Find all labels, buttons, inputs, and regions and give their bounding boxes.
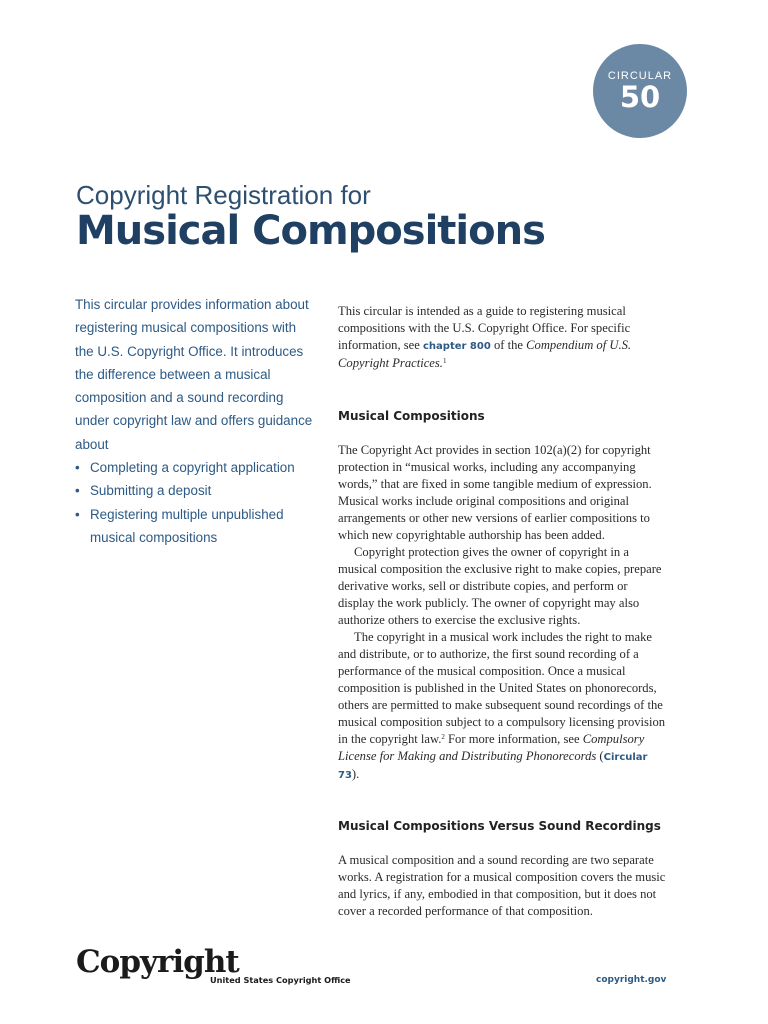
- summary-list: [75, 456, 315, 549]
- section1-paragraph-3: [338, 629, 666, 784]
- section2-paragraph-1: A musical composition and a sound recording are two separate works. A registration for a musical composition covers the music and lyrics, if any, embodied in that composition, but it does not cover a recorded performance of that composition.: [338, 853, 666, 918]
- section1-p3-text-3: (: [596, 749, 604, 763]
- website-link[interactable]: copyright.gov: [596, 975, 667, 985]
- circular-73-link[interactable]: Circular 73: [338, 752, 648, 781]
- intro-text: This circular is intended as a guide to registering musical compositions with the U.S. Copyright Office. For specific information, see: [338, 304, 631, 352]
- footnote-marker: 1: [442, 357, 447, 365]
- intro-paragraph: [338, 303, 666, 372]
- section1-p3-text-4: ).: [351, 767, 360, 781]
- summary-sidebar: [75, 293, 315, 549]
- page-title: Musical Compositions: [76, 208, 545, 254]
- section1-p3-text: The copyright in a musical work includes the right to make and distribute, or to authorize, the first sound recording of a performance of the musical composition. Once a musical composition is published in the United States on phonorecords, others are permitted to make subsequent sound recordings of the musical composition subject to a compulsory licensing provision in the copyright law.: [338, 630, 666, 746]
- section-heading-musical-compositions: Musical Compositions: [338, 409, 485, 423]
- logo-subtitle: United States Copyright Office: [210, 975, 351, 985]
- compendium-title: Compendium of U.S. Copyright Practices.: [338, 338, 632, 370]
- section-heading-versus-sound-recordings: Musical Compositions Versus Sound Recordings: [338, 819, 661, 833]
- compulsory-license-title: Compulsory License for Making and Distributing Phonorecords: [338, 732, 645, 763]
- summary-list-item: • Completing a copyright application: [75, 456, 315, 479]
- summary-list-item: • Submitting a deposit: [75, 479, 315, 502]
- section1-paragraph-1: The Copyright Act provides in section 102(a)(2) for copyright protection in “musical works, including any accompanying words,” that are fixed in some tangible medium of expression. Musical works include original compositions and original arrangements or other new versions of earlier compositions to which new copyrightable authorship has been added.: [338, 443, 652, 542]
- copyright-office-logo: Copyright: [76, 944, 239, 980]
- circular-badge: [593, 44, 687, 138]
- main-body: [338, 303, 666, 920]
- section1-p3-text-2: For more information, see: [444, 732, 583, 746]
- badge-label: CIRCULAR: [607, 70, 673, 82]
- summary-list-item: • Registering multiple unpublished musical compositions: [75, 503, 315, 550]
- footnote-marker: 2: [441, 733, 445, 741]
- chapter-800-link[interactable]: chapter 800: [422, 341, 491, 352]
- summary-text: This circular provides information about registering musical compositions with the U.S. Copyright Office. It introduces the difference between a musical composition and a sound recording under copyright law and offers guidance about: [75, 297, 313, 452]
- page-pre-title: Copyright Registration for: [76, 180, 371, 210]
- section1-paragraph-2: Copyright protection gives the owner of copyright in a musical composition the exclusive right to make copies, prepare derivative works, sell or distribute copies, and perform or display the work publicly. The owner of copyright may also authorize others to exercise the exclusive rights.: [338, 545, 662, 627]
- intro-text-2: of the: [490, 338, 527, 352]
- badge-number: 50: [619, 80, 661, 114]
